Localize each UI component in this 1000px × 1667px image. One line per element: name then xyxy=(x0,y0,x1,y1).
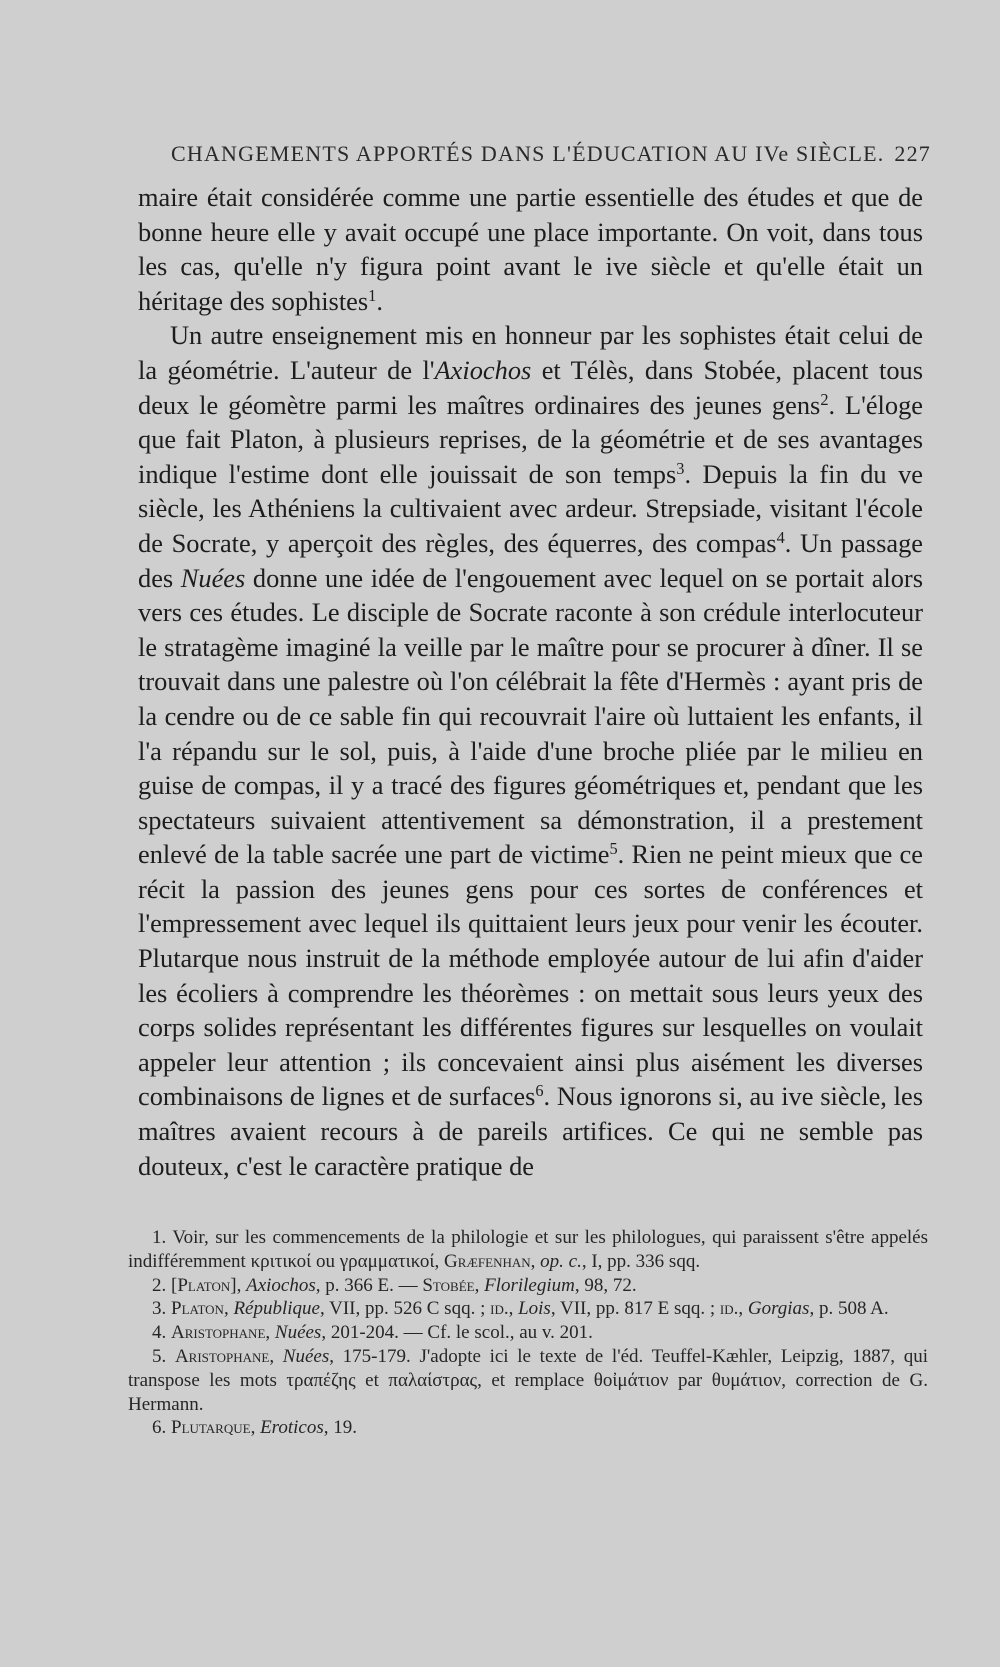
fn1-text-b: ou xyxy=(311,1250,340,1272)
fn5-text-c: , 175-179. J'adopte ici le texte de l'éd. Teuffel-Kæhler, Leipzig, 1887, qui transpose les mots xyxy=(128,1345,929,1391)
paragraph-2 xyxy=(138,318,923,1183)
fn1-text-d: , xyxy=(530,1250,541,1272)
footnote-6 xyxy=(128,1416,928,1440)
nuees-title: Nuées xyxy=(180,562,246,593)
fn3-ibid-1: id. xyxy=(490,1298,509,1320)
running-header xyxy=(171,141,931,167)
fn3-author: Platon xyxy=(171,1298,224,1320)
footnote-ref-2[interactable]: 2 xyxy=(820,389,829,409)
fn2-work-1: Axiochos xyxy=(246,1274,316,1296)
footnote-ref-3[interactable]: 3 xyxy=(676,458,685,478)
p2-segment-7: . Rien ne peint mieux que ce récit la passion des jeunes gens pour ces sortes de conférences et l'empressement avec lequel ils quittaient leurs jeux pour venir les écouter. Plutarque nous instruit de la méthode employée autour de lui afin d'aider les écoliers à comprendre les théorèmes : on mettait sous leurs yeux des corps solides représentant les différentes figures sur lesquelles on voulait appeler leur attention ; ils concevaient ainsi plus aisément les diverses combinaisons de lignes et de surfaces xyxy=(138,839,923,1112)
axiochos-title: Axiochos xyxy=(434,354,532,385)
fn3-text-d: , xyxy=(508,1298,519,1320)
fn5-greek-2: παλαίστρας xyxy=(388,1369,478,1391)
fn3-text-e: , VII, pp. 817 E sqq. ; xyxy=(550,1298,720,1320)
fn5-text-d: et xyxy=(355,1369,389,1391)
fn3-text-g: , p. 508 A. xyxy=(809,1298,889,1320)
footnote-ref-1[interactable]: 1 xyxy=(368,285,377,305)
fn1-greek-1: κριτικοί xyxy=(250,1250,312,1272)
fn4-text-c: , 201-204. — Cf. le scol., au v. 201. xyxy=(321,1322,593,1344)
fn1-text-c: , xyxy=(434,1250,444,1272)
fn6-text-b: , xyxy=(250,1417,261,1439)
fn1-op-cit: op. c. xyxy=(540,1250,582,1272)
fn1-greek-2: γραμματικοί xyxy=(339,1250,435,1272)
fn3-ibid-2: id. xyxy=(719,1298,739,1320)
paragraph-1 xyxy=(138,180,923,318)
p2-segment-5: . Un passage des xyxy=(138,527,924,593)
fn5-text-a: 5. xyxy=(152,1345,175,1367)
fn3-work-3: Gorgias xyxy=(747,1298,810,1320)
fn3-text-b: , xyxy=(223,1298,234,1320)
fn4-work: Nuées xyxy=(274,1322,322,1344)
fn2-text-a: 2. [ xyxy=(152,1274,178,1296)
fn4-author: Aristophane xyxy=(171,1322,266,1344)
fn5-text-e: , et remplace xyxy=(477,1369,594,1391)
fn2-work-2: Florilegium xyxy=(484,1274,575,1296)
footnote-ref-5[interactable]: 5 xyxy=(609,839,618,859)
fn3-text-c: , VII, pp. 526 C sqq. ; xyxy=(319,1298,491,1320)
p2-segment-8: . Nous ignorons si, au ive siècle, les maîtres avaient recours à de pareils artifices. Ce qui ne semble pas douteux, c'est le caractère pratique de xyxy=(138,1081,923,1181)
fn5-text-f: par xyxy=(668,1369,712,1391)
fn5-greek-1: τραπέζης xyxy=(286,1369,356,1391)
p2-segment-2: et Télès, dans Stobée, placent tous deux le géomètre parmi les maîtres ordinaires des jeunes gens xyxy=(138,354,924,420)
fn3-text-a: 3. xyxy=(152,1298,171,1320)
fn2-author-1: Platon xyxy=(177,1274,231,1296)
footnote-ref-4[interactable]: 4 xyxy=(776,527,785,547)
fn2-text-e: , 98, 72. xyxy=(574,1274,637,1296)
fn3-work-1: République xyxy=(233,1298,320,1320)
footnote-5 xyxy=(128,1345,928,1416)
p1-text: maire était considérée comme une partie essentielle des études et que de bonne heure elle y avait occupé une place importante. On voit, dans tous les cas, qu'elle n'y figura point avant le ive siècle et qu'elle était un héritage des sophistes xyxy=(138,182,923,316)
footnote-2 xyxy=(128,1274,928,1298)
fn1-text-a: 1. Voir, sur les commencements de la philologie et sur les philologues, qui paraissent s'être appelés indifféremment xyxy=(128,1227,928,1272)
footnote-ref-6[interactable]: 6 xyxy=(535,1081,544,1101)
fn6-text-c: , 19. xyxy=(323,1417,358,1439)
running-title: CHANGEMENTS APPORTÉS DANS L'ÉDUCATION AU IVe SIÈCLE. xyxy=(171,141,885,166)
main-text xyxy=(138,180,923,1183)
fn5-author: Aristophane xyxy=(174,1345,270,1367)
p2-segment-6: donne une idée de l'engouement avec lequel on se portait alors vers ces études. Le disciple de Socrate raconte à son crédule interlocuteur le stratagème imaginé la veille par le maître pour se procurer à dîner. Il se trouvait dans une palestre où l'on célébrait la fête d'Hermès : ayant pris de la cendre ou de ce sable fin qui recouvrait l'aire où luttaient les enfants, il l'a répandu sur le sol, puis, à l'aide d'une broche pliée par le milieu en guise de compas, il y a tracé des figures géométriques et, pendant que les spectateurs suivaient attentivement sa démonstration, il a prestement enlevé de la table sacrée une part de victime xyxy=(138,562,923,870)
fn3-text-f: , xyxy=(738,1298,748,1320)
p1-end: . xyxy=(376,285,383,316)
page-number: 227 xyxy=(894,141,931,166)
fn4-text-b: , xyxy=(265,1322,275,1344)
p2-segment-1: Un autre enseignement mis en honneur par les sophistes était celui de la géométrie. L'auteur de l' xyxy=(138,320,923,385)
fn5-text-b: , xyxy=(269,1345,283,1367)
p2-segment-3: . L'éloge que fait Platon, à plusieurs reprises, de la géométrie et de ses avantages indique l'estime dont elle jouissait de son temps xyxy=(138,389,923,489)
footnotes xyxy=(128,1226,928,1440)
fn2-text-d: , xyxy=(474,1274,485,1296)
p2-segment-4: . Depuis la fin du ve siècle, les Athéniens la cultivaient avec ardeur. Strepsiade, visitant l'école de Socrate, y aperçoit des règles, des équerres, des compas xyxy=(138,458,923,558)
fn1-author: Græfenhan xyxy=(443,1250,531,1272)
footnote-4 xyxy=(128,1321,928,1345)
fn3-work-2: Lois xyxy=(518,1298,551,1320)
fn5-text-h: , correction de G. Hermann. xyxy=(128,1369,928,1415)
fn5-greek-4: θυμάτιον xyxy=(711,1369,782,1391)
fn2-text-c: , p. 366 E. — xyxy=(315,1274,423,1296)
fn1-text-e: , I, pp. 336 sqq. xyxy=(581,1250,701,1272)
fn5-greek-3: θοἰμάτιον xyxy=(593,1369,669,1391)
footnote-1 xyxy=(128,1226,928,1274)
fn5-work: Nuées xyxy=(282,1345,330,1367)
fn6-author: Plutarque xyxy=(171,1417,251,1439)
fn4-text-a: 4. xyxy=(152,1322,171,1344)
fn2-author-2: Stobée xyxy=(422,1274,475,1296)
footnote-3 xyxy=(128,1297,928,1321)
fn6-work: Eroticos xyxy=(260,1417,324,1439)
fn6-text-a: 6. xyxy=(152,1417,171,1439)
fn2-text-b: ], xyxy=(230,1274,247,1296)
